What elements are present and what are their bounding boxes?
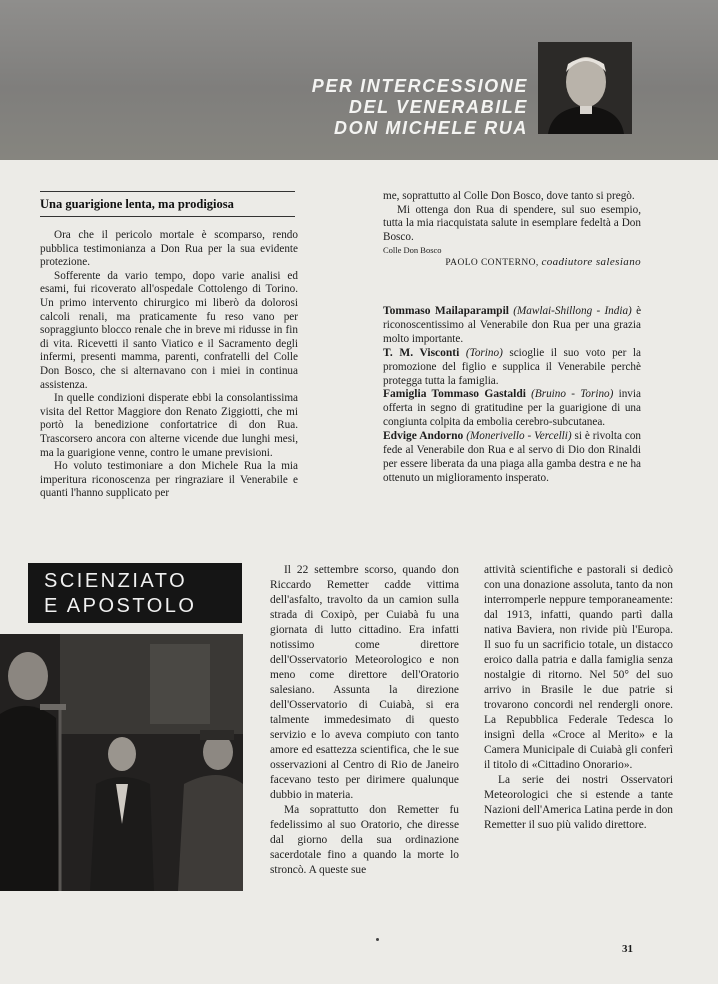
- article-right-column: [383, 190, 641, 271]
- graces-list: [383, 305, 641, 486]
- article2-paragraph: attività scientifiche e pastorali si dedicò con una donazione assoluta, tanto da non interromperle neppure temporaneamente: dal 1913, infatti, quando partì dalla nativa Baviera, non rivide più l'Europa. Il suo fu un sacrificio totale, un distacco eroico dalla patria e dalla famiglia senza nostalgie di ritorno. Nel 50° del suo arrivo in Brasile le due patrie si trovarono concordi nel rendergli onore. La Repubblica Federale Tedesca lo insignì della «Croce al Merito» e la Camera Municipale di Cuiabà gli conferì il titolo di «Cittadino Onorario».: [484, 564, 673, 771]
- article-left-column: [40, 229, 298, 501]
- banner-title-line-2: DEL VENERABILE: [348, 97, 528, 117]
- grace-name: Tommaso Mailaparampil: [383, 305, 509, 317]
- article-paragraph: Sofferente da vario tempo, dopo varie analisi ed esami, fui ricoverato all'ospedale Cottolengo di Torino. Un primo intervento chirurgico mi liberò da dolorosi calcoli renali, ma praticamente fu reso vano per sopraggiunto blocco renale che in breve mi ridusse in fin di vita. Ricevetti il santo Viatico e il Sacramento degli infermi, presenti mamma, parenti, confratelli del Colle Don Bosco, che si alternavano con i miei in continua assistenza.: [40, 269, 298, 391]
- grace-text: si è rivolta con fede al Venerabile don Rua e al servo di Dio don Rinaldi per essere liberata da una piaga alla gamba destra e ne ha ottenuto un miglioramento insperato.: [383, 430, 642, 484]
- signature-name: PAOLO CONTERNO,: [445, 258, 539, 269]
- signature-role: coadiutore salesiano: [541, 256, 641, 269]
- article-continuation: me, soprattutto al Colle Don Bosco, dove tanto si pregò.: [383, 190, 635, 202]
- page-number: 31: [622, 943, 633, 955]
- article2-column-1: [270, 563, 459, 878]
- article2-paragraph: Il 22 settembre scorso, quando don Riccardo Remetter cadde vittima dell'asfalto, travolto da un camion sulla strada di Coxipò, per Cuiabà fu una giornata di lutto cittadino. Era infatti notissimo come direttore dell'Osservatorio Meteorologico e non meno come direttore dell'Oratorio salesiano. Assunta la direzione dell'Osservatorio di Cuiabà, si era talmente immedesimato di questo servizio e lo aveva compiuto con tanto amore ed esattezza scientifica, che le sue osservazioni al Centro di Rio de Janeiro facevano testo per dirimere qualunque dubbio in materia.: [270, 564, 459, 801]
- grace-name: Edvige Andorno: [383, 430, 464, 443]
- article2-column-2: [484, 563, 673, 833]
- bullet-dot: [376, 938, 379, 941]
- grace-place: (Torino): [465, 346, 503, 359]
- banner-title-line-1: PER INTERCESSIONE: [311, 76, 528, 96]
- grace-place: (Monerivello - Vercelli): [466, 430, 572, 443]
- section-title-box: [28, 563, 242, 623]
- grace-text: scioglie il suo voto per la promozione del figlio e supplica il Venerabile perchè protegga tutta la famiglia.: [383, 346, 641, 387]
- banner-title: [208, 76, 528, 139]
- list-item: [383, 347, 641, 389]
- section-title-line-1: SCIENZIATO: [44, 570, 188, 592]
- heading-rule-top: [40, 191, 295, 192]
- grace-text: è riconoscentissimo al Venerabile don Rua per una grazia molto importante.: [383, 305, 642, 345]
- article2-paragraph: La serie dei nostri Osservatori Meteorologici che si estende a tante Nazioni dell'America Latina perde in don Remetter il suo più valido direttore.: [484, 774, 673, 831]
- article-heading: Una guarigione lenta, ma prodigiosa: [40, 197, 234, 211]
- grace-text: invia offerta in segno di gratitudine per la guarigione di una congiunta colpita da embolia cerebro-subcutanea.: [383, 388, 641, 429]
- heading-rule-bottom: [40, 216, 295, 217]
- list-item: [383, 305, 641, 347]
- article-paragraph: In quelle condizioni disperate ebbi la consolantissima visita del Rettor Maggiore don Renato Ziggiotti, che mi portò la benedizione confortatrice di don Rua. Trascorsero ancora con alterne vicende due lunghi mesi, ma la guarigione venne, contro le umane previsioni.: [40, 392, 298, 459]
- article-paragraph: Ho voluto testimoniare a don Michele Rua la mia imperitura riconoscenza per ringraziare il Venerabile e quanti l'hanno supplicato per: [40, 460, 298, 500]
- article2-paragraph: Ma soprattutto don Remetter fu fedelissimo al suo Oratorio, che diresse dal giorno della sua ordinazione sacerdotale fino a quando la morte lo stroncò. A queste sue: [270, 804, 459, 876]
- section-title-line-2: E APOSTOLO: [44, 595, 197, 617]
- banner-title-line-3: DON MICHELE RUA: [334, 118, 528, 138]
- article-paragraph: Ora che il pericolo mortale è scomparso, rendo pubblica testimonianza a Don Rua per la sua evidente protezione.: [40, 229, 298, 269]
- grace-name: T. M. Visconti: [383, 346, 460, 359]
- grace-place: (Bruino - Torino): [531, 388, 614, 401]
- list-item: [383, 388, 641, 430]
- grace-place: (Mawlai-Shillong - India): [513, 305, 632, 317]
- article-signature: [383, 256, 641, 271]
- event-photo: [0, 634, 243, 891]
- article-final-paragraph: Mi ottenga don Rua di spendere, sul suo esempio, tutta la mia riacquistata salute in esemplare fedeltà a Don Bosco.: [383, 203, 641, 243]
- article-place: Colle Don Bosco: [383, 245, 442, 256]
- portrait-photo: [538, 42, 632, 134]
- list-item: [383, 430, 641, 486]
- grace-name: Famiglia Tommaso Gastaldi: [383, 388, 526, 401]
